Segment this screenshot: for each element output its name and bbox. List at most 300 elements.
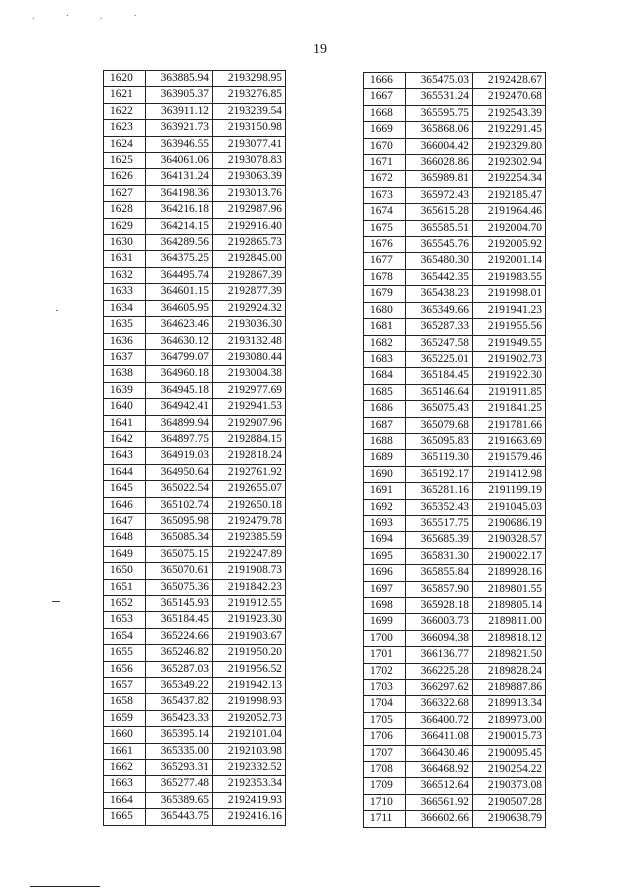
x-coordinate-cell: 366322.68 bbox=[406, 696, 473, 712]
y-coordinate-cell: 2192103.98 bbox=[213, 743, 286, 759]
table-row bbox=[364, 729, 546, 745]
table-row bbox=[364, 433, 546, 449]
y-coordinate-cell: 2191998.01 bbox=[473, 286, 546, 302]
y-coordinate-cell: 2192428.67 bbox=[473, 73, 546, 89]
point-number-cell: 1644 bbox=[104, 464, 146, 480]
y-coordinate-cell: 2191983.55 bbox=[473, 269, 546, 285]
table-row bbox=[364, 351, 546, 367]
table-row bbox=[104, 727, 286, 743]
table-row bbox=[104, 497, 286, 513]
y-coordinate-cell: 2191922.30 bbox=[473, 368, 546, 384]
x-coordinate-cell: 365855.84 bbox=[406, 565, 473, 581]
table-row bbox=[364, 89, 546, 105]
y-coordinate-cell: 2189801.55 bbox=[473, 581, 546, 597]
table-row bbox=[364, 499, 546, 515]
y-coordinate-cell: 2193036.30 bbox=[213, 317, 286, 333]
x-coordinate-cell: 364960.18 bbox=[146, 366, 213, 382]
y-coordinate-cell: 2191902.73 bbox=[473, 351, 546, 367]
table-row bbox=[104, 678, 286, 694]
table-row bbox=[364, 565, 546, 581]
point-number-cell: 1653 bbox=[104, 612, 146, 628]
point-number-cell: 1707 bbox=[364, 745, 406, 761]
x-coordinate-cell: 365480.30 bbox=[406, 253, 473, 269]
y-coordinate-cell: 2193276.85 bbox=[213, 87, 286, 103]
y-coordinate-cell: 2190022.17 bbox=[473, 548, 546, 564]
y-coordinate-cell: 2189828.24 bbox=[473, 663, 546, 679]
x-coordinate-cell: 364214.15 bbox=[146, 218, 213, 234]
point-number-cell: 1664 bbox=[104, 792, 146, 808]
point-number-cell: 1691 bbox=[364, 483, 406, 499]
x-coordinate-cell: 365287.03 bbox=[146, 661, 213, 677]
table-row bbox=[104, 218, 286, 234]
y-coordinate-cell: 2191950.20 bbox=[213, 645, 286, 661]
table-row bbox=[364, 745, 546, 761]
table-row bbox=[104, 776, 286, 792]
point-number-cell: 1650 bbox=[104, 563, 146, 579]
y-coordinate-cell: 2192655.07 bbox=[213, 481, 286, 497]
y-coordinate-cell: 2193132.48 bbox=[213, 333, 286, 349]
y-coordinate-cell: 2190638.79 bbox=[473, 811, 546, 827]
point-number-cell: 1620 bbox=[104, 71, 146, 87]
y-coordinate-cell: 2192761.92 bbox=[213, 464, 286, 480]
table-row bbox=[364, 483, 546, 499]
point-number-cell: 1646 bbox=[104, 497, 146, 513]
point-number-cell: 1642 bbox=[104, 431, 146, 447]
x-coordinate-cell: 365438.23 bbox=[406, 286, 473, 302]
point-number-cell: 1638 bbox=[104, 366, 146, 382]
y-coordinate-cell: 2189913.34 bbox=[473, 696, 546, 712]
x-coordinate-cell: 363946.55 bbox=[146, 136, 213, 152]
y-coordinate-cell: 2189821.50 bbox=[473, 647, 546, 663]
point-number-cell: 1631 bbox=[104, 251, 146, 267]
x-coordinate-cell: 366003.73 bbox=[406, 614, 473, 630]
point-number-cell: 1692 bbox=[364, 499, 406, 515]
y-coordinate-cell: 2191964.46 bbox=[473, 204, 546, 220]
x-coordinate-cell: 365585.51 bbox=[406, 220, 473, 236]
y-coordinate-cell: 2189811.00 bbox=[473, 614, 546, 630]
y-coordinate-cell: 2192185.47 bbox=[473, 187, 546, 203]
y-coordinate-cell: 2189805.14 bbox=[473, 598, 546, 614]
y-coordinate-cell: 2193239.54 bbox=[213, 103, 286, 119]
table-row bbox=[364, 515, 546, 531]
table-row bbox=[364, 630, 546, 646]
y-coordinate-cell: 2193063.39 bbox=[213, 169, 286, 185]
table-row bbox=[364, 778, 546, 794]
table-row bbox=[104, 710, 286, 726]
table-row bbox=[364, 335, 546, 351]
table-row bbox=[104, 513, 286, 529]
table-row bbox=[364, 286, 546, 302]
x-coordinate-cell: 366028.86 bbox=[406, 155, 473, 171]
x-coordinate-cell: 366297.62 bbox=[406, 680, 473, 696]
point-number-cell: 1649 bbox=[104, 546, 146, 562]
point-number-cell: 1673 bbox=[364, 187, 406, 203]
table-row bbox=[364, 696, 546, 712]
x-coordinate-cell: 365145.93 bbox=[146, 596, 213, 612]
table-row bbox=[104, 103, 286, 119]
point-number-cell: 1635 bbox=[104, 317, 146, 333]
x-coordinate-cell: 366411.08 bbox=[406, 729, 473, 745]
y-coordinate-cell: 2192865.73 bbox=[213, 235, 286, 251]
x-coordinate-cell: 366512.64 bbox=[406, 778, 473, 794]
x-coordinate-cell: 364897.75 bbox=[146, 431, 213, 447]
y-coordinate-cell: 2193078.83 bbox=[213, 153, 286, 169]
y-coordinate-cell: 2192005.92 bbox=[473, 237, 546, 253]
point-number-cell: 1687 bbox=[364, 417, 406, 433]
point-number-cell: 1660 bbox=[104, 727, 146, 743]
point-number-cell: 1640 bbox=[104, 399, 146, 415]
x-coordinate-cell: 366004.42 bbox=[406, 138, 473, 154]
table-row bbox=[104, 235, 286, 251]
y-coordinate-cell: 2192884.15 bbox=[213, 431, 286, 447]
y-coordinate-cell: 2192329.80 bbox=[473, 138, 546, 154]
x-coordinate-cell: 365442.35 bbox=[406, 269, 473, 285]
x-coordinate-cell: 365395.14 bbox=[146, 727, 213, 743]
x-coordinate-cell: 364061.06 bbox=[146, 153, 213, 169]
table-row bbox=[104, 431, 286, 447]
x-coordinate-cell: 364495.74 bbox=[146, 267, 213, 283]
x-coordinate-cell: 365475.03 bbox=[406, 73, 473, 89]
y-coordinate-cell: 2192385.59 bbox=[213, 530, 286, 546]
y-coordinate-cell: 2192987.96 bbox=[213, 202, 286, 218]
y-coordinate-cell: 2191956.52 bbox=[213, 661, 286, 677]
table-row bbox=[104, 694, 286, 710]
x-coordinate-cell: 365352.43 bbox=[406, 499, 473, 515]
y-coordinate-cell: 2189818.12 bbox=[473, 630, 546, 646]
scan-dash bbox=[52, 601, 60, 602]
table-row bbox=[364, 794, 546, 810]
scan-speck bbox=[56, 310, 58, 311]
point-number-cell: 1702 bbox=[364, 663, 406, 679]
x-coordinate-cell: 366561.92 bbox=[406, 794, 473, 810]
table-row bbox=[364, 220, 546, 236]
table-row bbox=[104, 464, 286, 480]
y-coordinate-cell: 2191942.13 bbox=[213, 678, 286, 694]
table-row bbox=[364, 598, 546, 614]
point-number-cell: 1636 bbox=[104, 333, 146, 349]
x-coordinate-cell: 364601.15 bbox=[146, 284, 213, 300]
x-coordinate-cell: 364919.03 bbox=[146, 448, 213, 464]
x-coordinate-cell: 365247.58 bbox=[406, 335, 473, 351]
y-coordinate-cell: 2191781.66 bbox=[473, 417, 546, 433]
x-coordinate-cell: 366136.77 bbox=[406, 647, 473, 663]
y-coordinate-cell: 2192302.94 bbox=[473, 155, 546, 171]
table-row bbox=[364, 155, 546, 171]
point-number-cell: 1695 bbox=[364, 548, 406, 564]
point-number-cell: 1623 bbox=[104, 120, 146, 136]
y-coordinate-cell: 2190686.19 bbox=[473, 515, 546, 531]
table-row bbox=[104, 760, 286, 776]
x-coordinate-cell: 364630.12 bbox=[146, 333, 213, 349]
point-number-cell: 1657 bbox=[104, 678, 146, 694]
coordinates-table-right bbox=[363, 72, 546, 828]
x-coordinate-cell: 365389.65 bbox=[146, 792, 213, 808]
table-row bbox=[104, 809, 286, 825]
x-coordinate-cell: 366400.72 bbox=[406, 712, 473, 728]
y-coordinate-cell: 2190095.45 bbox=[473, 745, 546, 761]
x-coordinate-cell: 363905.37 bbox=[146, 87, 213, 103]
table-row bbox=[364, 614, 546, 630]
y-coordinate-cell: 2192845.00 bbox=[213, 251, 286, 267]
y-coordinate-cell: 2193004.38 bbox=[213, 366, 286, 382]
x-coordinate-cell: 365517.75 bbox=[406, 515, 473, 531]
table-row bbox=[364, 811, 546, 827]
table-row bbox=[104, 136, 286, 152]
table-row bbox=[364, 171, 546, 187]
y-coordinate-cell: 2192353.34 bbox=[213, 776, 286, 792]
y-coordinate-cell: 2192877.39 bbox=[213, 284, 286, 300]
table-row bbox=[104, 546, 286, 562]
table-row bbox=[104, 415, 286, 431]
point-number-cell: 1663 bbox=[104, 776, 146, 792]
x-coordinate-cell: 365972.43 bbox=[406, 187, 473, 203]
y-coordinate-cell: 2192470.68 bbox=[473, 89, 546, 105]
y-coordinate-cell: 2191912.55 bbox=[213, 596, 286, 612]
y-coordinate-cell: 2191842.23 bbox=[213, 579, 286, 595]
point-number-cell: 1684 bbox=[364, 368, 406, 384]
point-number-cell: 1698 bbox=[364, 598, 406, 614]
x-coordinate-cell: 364950.64 bbox=[146, 464, 213, 480]
y-coordinate-cell: 2192416.16 bbox=[213, 809, 286, 825]
point-number-cell: 1632 bbox=[104, 267, 146, 283]
point-number-cell: 1621 bbox=[104, 87, 146, 103]
y-coordinate-cell: 2190328.57 bbox=[473, 532, 546, 548]
point-number-cell: 1710 bbox=[364, 794, 406, 810]
table-row bbox=[104, 530, 286, 546]
y-coordinate-cell: 2191911.85 bbox=[473, 384, 546, 400]
footnote-rule bbox=[30, 886, 100, 887]
y-coordinate-cell: 2191903.67 bbox=[213, 628, 286, 644]
y-coordinate-cell: 2192291.45 bbox=[473, 122, 546, 138]
table-row bbox=[104, 267, 286, 283]
point-number-cell: 1669 bbox=[364, 122, 406, 138]
x-coordinate-cell: 365079.68 bbox=[406, 417, 473, 433]
y-coordinate-cell: 2191955.56 bbox=[473, 319, 546, 335]
point-number-cell: 1647 bbox=[104, 513, 146, 529]
point-number-cell: 1651 bbox=[104, 579, 146, 595]
page-number: 19 bbox=[313, 42, 327, 57]
x-coordinate-cell: 365184.45 bbox=[406, 368, 473, 384]
point-number-cell: 1672 bbox=[364, 171, 406, 187]
coordinates-table-left bbox=[103, 70, 286, 826]
x-coordinate-cell: 364799.07 bbox=[146, 349, 213, 365]
x-coordinate-cell: 365246.82 bbox=[146, 645, 213, 661]
table-row bbox=[104, 792, 286, 808]
x-coordinate-cell: 365095.83 bbox=[406, 433, 473, 449]
point-number-cell: 1703 bbox=[364, 680, 406, 696]
point-number-cell: 1674 bbox=[364, 204, 406, 220]
point-number-cell: 1704 bbox=[364, 696, 406, 712]
point-number-cell: 1681 bbox=[364, 319, 406, 335]
table-row bbox=[364, 712, 546, 728]
point-number-cell: 1694 bbox=[364, 532, 406, 548]
table-row bbox=[104, 251, 286, 267]
x-coordinate-cell: 365349.66 bbox=[406, 302, 473, 318]
y-coordinate-cell: 2192650.18 bbox=[213, 497, 286, 513]
point-number-cell: 1670 bbox=[364, 138, 406, 154]
point-number-cell: 1671 bbox=[364, 155, 406, 171]
x-coordinate-cell: 365423.33 bbox=[146, 710, 213, 726]
point-number-cell: 1658 bbox=[104, 694, 146, 710]
x-coordinate-cell: 366225.28 bbox=[406, 663, 473, 679]
table-row bbox=[104, 645, 286, 661]
point-number-cell: 1677 bbox=[364, 253, 406, 269]
table-row bbox=[104, 563, 286, 579]
point-number-cell: 1699 bbox=[364, 614, 406, 630]
y-coordinate-cell: 2192543.39 bbox=[473, 105, 546, 121]
point-number-cell: 1626 bbox=[104, 169, 146, 185]
table-row bbox=[104, 300, 286, 316]
x-coordinate-cell: 365225.01 bbox=[406, 351, 473, 367]
y-coordinate-cell: 2190254.22 bbox=[473, 762, 546, 778]
point-number-cell: 1668 bbox=[364, 105, 406, 121]
point-number-cell: 1625 bbox=[104, 153, 146, 169]
x-coordinate-cell: 364198.36 bbox=[146, 185, 213, 201]
x-coordinate-cell: 366468.92 bbox=[406, 762, 473, 778]
x-coordinate-cell: 365595.75 bbox=[406, 105, 473, 121]
y-coordinate-cell: 2189928.16 bbox=[473, 565, 546, 581]
x-coordinate-cell: 365075.15 bbox=[146, 546, 213, 562]
scan-corner-marks: . · . · bbox=[32, 10, 152, 22]
point-number-cell: 1652 bbox=[104, 596, 146, 612]
point-number-cell: 1627 bbox=[104, 185, 146, 201]
point-number-cell: 1676 bbox=[364, 237, 406, 253]
table-row bbox=[364, 187, 546, 203]
point-number-cell: 1624 bbox=[104, 136, 146, 152]
table-row bbox=[364, 73, 546, 89]
point-number-cell: 1645 bbox=[104, 481, 146, 497]
x-coordinate-cell: 366430.46 bbox=[406, 745, 473, 761]
x-coordinate-cell: 365293.31 bbox=[146, 760, 213, 776]
y-coordinate-cell: 2191841.25 bbox=[473, 401, 546, 417]
table-row bbox=[104, 317, 286, 333]
point-number-cell: 1701 bbox=[364, 647, 406, 663]
x-coordinate-cell: 364623.46 bbox=[146, 317, 213, 333]
point-number-cell: 1711 bbox=[364, 811, 406, 827]
y-coordinate-cell: 2192052.73 bbox=[213, 710, 286, 726]
x-coordinate-cell: 365070.61 bbox=[146, 563, 213, 579]
x-coordinate-cell: 365184.45 bbox=[146, 612, 213, 628]
y-coordinate-cell: 2193080.44 bbox=[213, 349, 286, 365]
y-coordinate-cell: 2191579.46 bbox=[473, 450, 546, 466]
table-row bbox=[364, 466, 546, 482]
table-row bbox=[104, 87, 286, 103]
x-coordinate-cell: 365989.81 bbox=[406, 171, 473, 187]
table-row bbox=[364, 663, 546, 679]
x-coordinate-cell: 365085.34 bbox=[146, 530, 213, 546]
point-number-cell: 1639 bbox=[104, 382, 146, 398]
y-coordinate-cell: 2192924.32 bbox=[213, 300, 286, 316]
x-coordinate-cell: 365075.43 bbox=[406, 401, 473, 417]
table-row bbox=[104, 71, 286, 87]
point-number-cell: 1655 bbox=[104, 645, 146, 661]
point-number-cell: 1685 bbox=[364, 384, 406, 400]
y-coordinate-cell: 2192916.40 bbox=[213, 218, 286, 234]
y-coordinate-cell: 2193013.76 bbox=[213, 185, 286, 201]
x-coordinate-cell: 365277.48 bbox=[146, 776, 213, 792]
x-coordinate-cell: 364942.41 bbox=[146, 399, 213, 415]
x-coordinate-cell: 365928.18 bbox=[406, 598, 473, 614]
x-coordinate-cell: 365545.76 bbox=[406, 237, 473, 253]
table-row bbox=[364, 548, 546, 564]
point-number-cell: 1706 bbox=[364, 729, 406, 745]
table-row bbox=[364, 417, 546, 433]
table-row bbox=[364, 581, 546, 597]
x-coordinate-cell: 365287.33 bbox=[406, 319, 473, 335]
y-coordinate-cell: 2191663.69 bbox=[473, 433, 546, 449]
point-number-cell: 1689 bbox=[364, 450, 406, 466]
table-row bbox=[104, 481, 286, 497]
y-coordinate-cell: 2191412.98 bbox=[473, 466, 546, 482]
y-coordinate-cell: 2192247.89 bbox=[213, 546, 286, 562]
point-number-cell: 1678 bbox=[364, 269, 406, 285]
point-number-cell: 1690 bbox=[364, 466, 406, 482]
table-row bbox=[364, 401, 546, 417]
x-coordinate-cell: 365615.28 bbox=[406, 204, 473, 220]
x-coordinate-cell: 365192.17 bbox=[406, 466, 473, 482]
x-coordinate-cell: 365437.82 bbox=[146, 694, 213, 710]
point-number-cell: 1665 bbox=[104, 809, 146, 825]
point-number-cell: 1628 bbox=[104, 202, 146, 218]
x-coordinate-cell: 363911.12 bbox=[146, 103, 213, 119]
y-coordinate-cell: 2192004.70 bbox=[473, 220, 546, 236]
y-coordinate-cell: 2192479.78 bbox=[213, 513, 286, 529]
y-coordinate-cell: 2192977.69 bbox=[213, 382, 286, 398]
coordinates-table-left-body bbox=[104, 71, 286, 826]
x-coordinate-cell: 365349.22 bbox=[146, 678, 213, 694]
x-coordinate-cell: 364945.18 bbox=[146, 382, 213, 398]
x-coordinate-cell: 365531.24 bbox=[406, 89, 473, 105]
point-number-cell: 1680 bbox=[364, 302, 406, 318]
y-coordinate-cell: 2191908.73 bbox=[213, 563, 286, 579]
point-number-cell: 1705 bbox=[364, 712, 406, 728]
point-number-cell: 1656 bbox=[104, 661, 146, 677]
x-coordinate-cell: 364289.56 bbox=[146, 235, 213, 251]
y-coordinate-cell: 2191045.03 bbox=[473, 499, 546, 515]
point-number-cell: 1675 bbox=[364, 220, 406, 236]
y-coordinate-cell: 2192419.93 bbox=[213, 792, 286, 808]
y-coordinate-cell: 2192907.96 bbox=[213, 415, 286, 431]
x-coordinate-cell: 365831.30 bbox=[406, 548, 473, 564]
y-coordinate-cell: 2191923.30 bbox=[213, 612, 286, 628]
point-number-cell: 1633 bbox=[104, 284, 146, 300]
table-row bbox=[364, 368, 546, 384]
point-number-cell: 1679 bbox=[364, 286, 406, 302]
y-coordinate-cell: 2192101.04 bbox=[213, 727, 286, 743]
y-coordinate-cell: 2192254.34 bbox=[473, 171, 546, 187]
table-row bbox=[104, 169, 286, 185]
x-coordinate-cell: 363885.94 bbox=[146, 71, 213, 87]
x-coordinate-cell: 366094.38 bbox=[406, 630, 473, 646]
y-coordinate-cell: 2191949.55 bbox=[473, 335, 546, 351]
table-row bbox=[104, 333, 286, 349]
y-coordinate-cell: 2192867.39 bbox=[213, 267, 286, 283]
x-coordinate-cell: 365335.00 bbox=[146, 743, 213, 759]
table-row bbox=[364, 647, 546, 663]
table-row bbox=[364, 122, 546, 138]
point-number-cell: 1622 bbox=[104, 103, 146, 119]
point-number-cell: 1693 bbox=[364, 515, 406, 531]
table-row bbox=[364, 450, 546, 466]
table-row bbox=[104, 185, 286, 201]
point-number-cell: 1659 bbox=[104, 710, 146, 726]
table-row bbox=[104, 448, 286, 464]
y-coordinate-cell: 2192332.52 bbox=[213, 760, 286, 776]
x-coordinate-cell: 365685.39 bbox=[406, 532, 473, 548]
point-number-cell: 1643 bbox=[104, 448, 146, 464]
x-coordinate-cell: 365857.90 bbox=[406, 581, 473, 597]
table-row bbox=[364, 253, 546, 269]
